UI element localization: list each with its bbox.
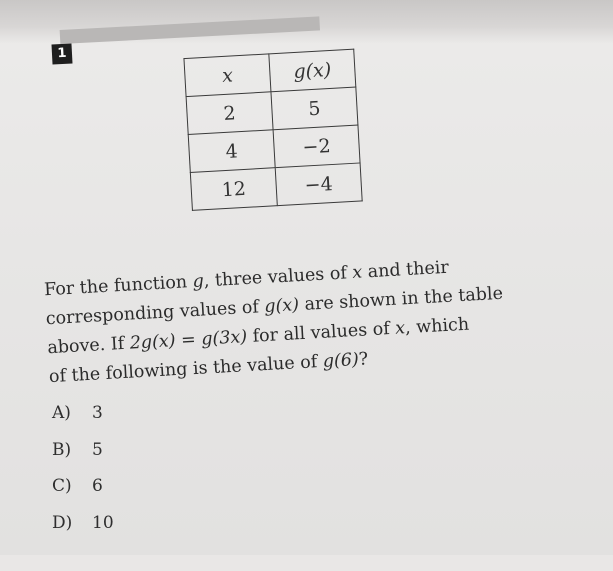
table-cell-gx: −2 [273, 125, 360, 168]
stem-text: and their [361, 257, 450, 283]
choice-a[interactable] [52, 395, 114, 432]
choice-letter: A) [52, 403, 71, 424]
table-cell-gx: 5 [271, 87, 358, 130]
stem-math: g(x) [263, 295, 300, 318]
table-header-gx: g(x) [269, 49, 356, 92]
table-cell-x: 2 [186, 92, 273, 135]
stem-text: above. If [46, 333, 131, 359]
table-header-x: x [184, 54, 271, 97]
stem-text: , three values of [203, 263, 353, 292]
choice-b[interactable] [52, 432, 114, 469]
choice-value: 5 [92, 439, 103, 460]
choice-c[interactable] [52, 468, 114, 505]
choice-value: 10 [92, 512, 114, 533]
stem-text: ? [358, 349, 369, 370]
stem-text: of the following is the value of [48, 351, 324, 388]
stem-text: For the function [43, 272, 194, 301]
choice-letter: B) [52, 439, 72, 460]
choice-value: 6 [92, 476, 103, 497]
table-cell-gx: −4 [275, 163, 362, 206]
stem-text: , which [404, 314, 470, 339]
table-row [190, 163, 362, 210]
choice-letter: C) [52, 476, 72, 497]
stem-math: g(6) [322, 349, 360, 372]
choice-letter: D) [52, 512, 73, 533]
stem-math: g [192, 271, 205, 292]
stem-text: for all values of [246, 318, 396, 348]
stem-math: x [394, 318, 406, 339]
table-cell-x: 4 [188, 130, 275, 173]
stem-text: are shown in the table [298, 283, 504, 316]
stem-math: x [351, 262, 363, 284]
function-values-table [183, 49, 362, 211]
choice-d[interactable] [52, 505, 114, 542]
question-stem [43, 245, 609, 392]
stem-math: 2g(x) = g(3x) [129, 327, 248, 354]
answer-choices [52, 395, 114, 541]
table-cell-x: 12 [190, 168, 277, 211]
choice-value: 3 [92, 403, 103, 424]
stem-text: corresponding values of [45, 297, 265, 330]
question-number-badge: 1 [51, 43, 72, 64]
